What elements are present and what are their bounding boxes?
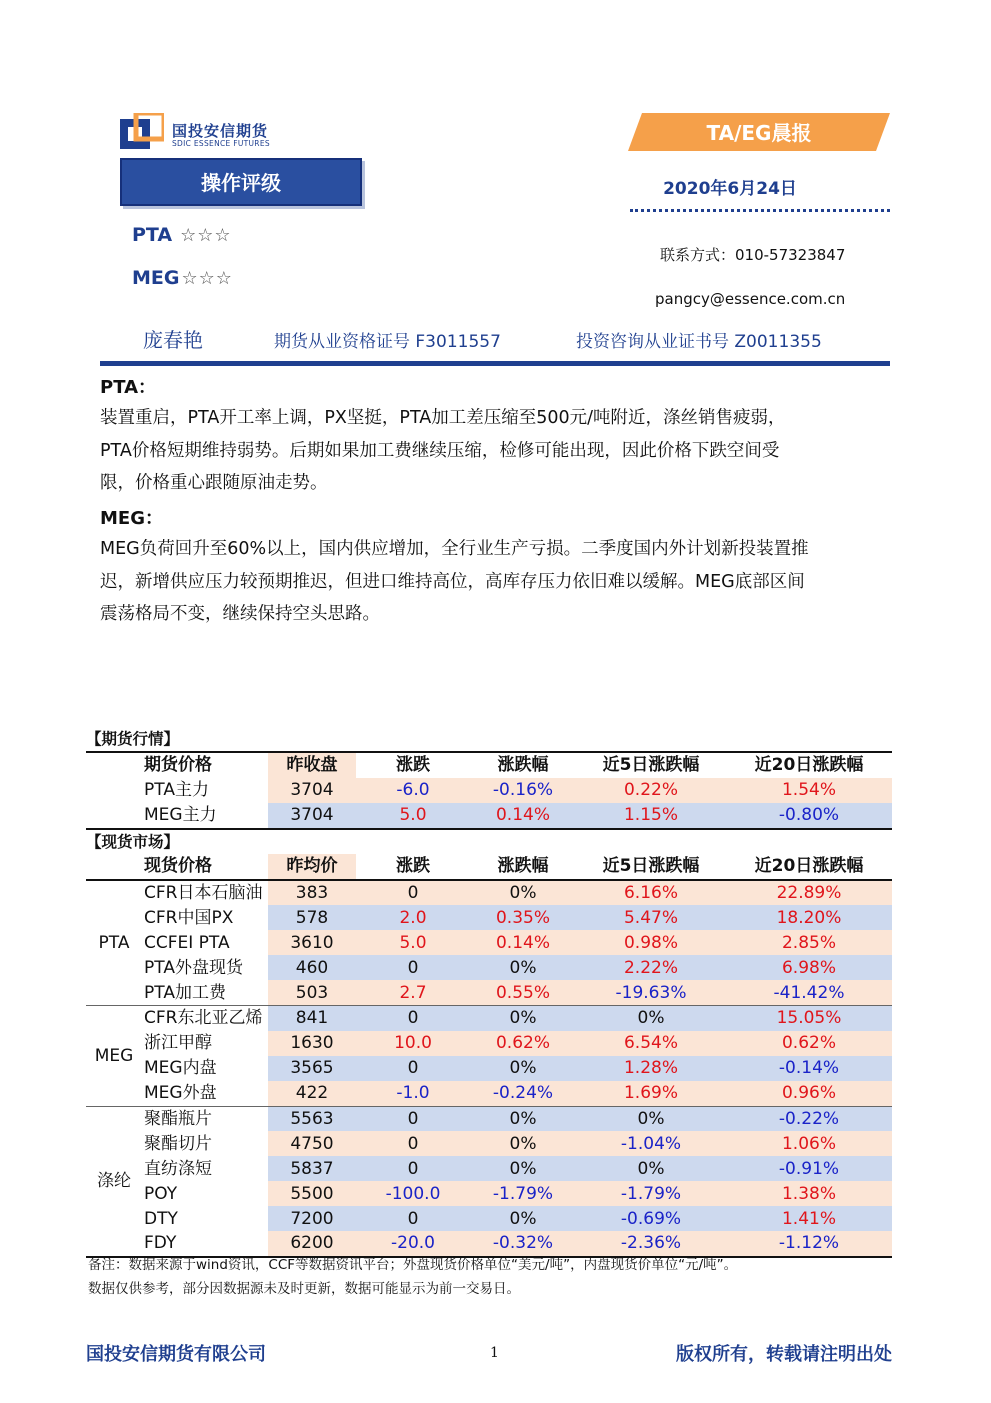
contact-phone: 联系方式：010-57323847 <box>660 246 846 264</box>
row-name: PTA加工费 <box>144 982 226 1003</box>
meg-line: 震荡格局不变，继续保持空头思路。 <box>100 604 380 624</box>
row-price: 460 <box>268 955 356 980</box>
table-row <box>86 880 892 906</box>
row-name: 浙江甲醇 <box>144 1033 212 1054</box>
row-price: 578 <box>268 905 356 930</box>
row-chg: -20.0 <box>356 1231 470 1257</box>
row-d5: 5.47% <box>576 905 726 930</box>
header-v: 昨均价 <box>268 854 356 880</box>
row-price: 4750 <box>268 1131 356 1156</box>
row-category: PTA <box>86 880 142 1006</box>
row-name: CFR东北亚乙烯 <box>142 1006 268 1031</box>
row-d20: 1.54% <box>726 778 892 803</box>
row-d20: -1.12% <box>726 1231 892 1257</box>
row-price: 3704 <box>268 803 356 829</box>
row-d20: 1.38% <box>726 1181 892 1206</box>
header-pct: 涨跌幅 <box>497 856 549 877</box>
meg-line: 迟，新增供应压力较预期推迟，但进口维持高位，高库存压力依旧难以缓解。MEG底部区间 <box>100 571 805 592</box>
row-name: POY <box>144 1183 178 1204</box>
star-icon: ☆☆☆ <box>181 268 233 289</box>
header-d20: 近20日涨跌幅 <box>754 856 864 877</box>
table-row <box>86 778 892 803</box>
spot-table-body <box>86 854 892 1257</box>
table-header-row <box>86 854 892 880</box>
row-name: CCFEI PTA <box>144 932 230 953</box>
table-row <box>86 1156 892 1181</box>
row-d20: 22.89% <box>726 880 892 906</box>
header-divider <box>100 361 890 366</box>
dotted-divider <box>630 209 890 212</box>
header-chg: 涨跌 <box>396 856 430 877</box>
row-name: CFR中国PX <box>144 907 234 928</box>
row-pct: 0.14% <box>470 930 576 955</box>
row-name: FDY <box>142 1231 268 1257</box>
row-d5: -1.04% <box>576 1131 726 1156</box>
row-d5: 6.16% <box>576 880 726 906</box>
table-header-row <box>86 752 892 778</box>
row-price: 3704 <box>268 778 356 803</box>
row-pct: 0.14% <box>470 803 576 829</box>
row-chg: 0 <box>356 955 470 980</box>
row-price: 383 <box>268 880 356 906</box>
table-row <box>86 803 892 829</box>
table-row <box>86 930 892 955</box>
row-category <box>86 778 142 803</box>
row-price: 6200 <box>268 1231 356 1257</box>
row-name: PTA主力 <box>144 780 209 801</box>
row-price: 5563 <box>268 1106 356 1131</box>
pta-commentary <box>100 402 890 500</box>
row-name: CFR日本石脑油 <box>142 880 268 906</box>
row-d5: -19.63% <box>576 980 726 1005</box>
table-row <box>86 1206 892 1231</box>
row-d20: 0.62% <box>726 1031 892 1056</box>
futures-section-label: 【期货行情】 <box>86 730 180 748</box>
page-number: 1 <box>490 1345 499 1361</box>
row-name: MEG主力 <box>142 803 268 829</box>
futures-cert-number: 期货从业资格证号 F3011557 <box>274 332 501 352</box>
table-row <box>86 1056 892 1081</box>
rating-meg <box>132 267 233 289</box>
row-d5: 1.28% <box>576 1056 726 1081</box>
row-d5: 6.54% <box>576 1031 726 1056</box>
row-d5: 2.22% <box>576 955 726 980</box>
row-chg: 0 <box>356 880 470 906</box>
row-category: 涤纶 <box>86 1106 142 1257</box>
row-name: DTY <box>144 1208 178 1229</box>
row-pct: 0% <box>470 1131 576 1156</box>
header-spacer <box>86 752 142 778</box>
star-icon: ☆☆☆ <box>180 225 232 246</box>
market-table <box>86 727 892 1258</box>
row-price: 5500 <box>268 1181 356 1206</box>
header-chg: 涨跌 <box>356 752 470 778</box>
row-price: 3565 <box>268 1056 356 1081</box>
row-name: MEG外盘 <box>144 1083 217 1104</box>
report-date: 2020年6月24日 <box>663 179 797 199</box>
rating-pta-label: PTA <box>132 224 173 246</box>
row-chg: 5.0 <box>356 803 470 829</box>
row-chg: 5.0 <box>356 930 470 955</box>
note-line: 备注：数据来源于wind资讯，CCF等数据资讯平台；外盘现货价格单位“美元/吨”，内盘现货价单位“元/吨”。 <box>88 1257 738 1273</box>
table-row <box>86 955 892 980</box>
table-row <box>86 1081 892 1106</box>
meg-heading: MEG： <box>100 508 163 529</box>
row-chg: 10.0 <box>356 1031 470 1056</box>
row-d20: 1.06% <box>726 1131 892 1156</box>
company-name-cn: 国投安信期货 <box>172 122 269 140</box>
advisory-cert-number: 投资咨询从业证书号 Z0011355 <box>576 332 822 352</box>
row-name: MEG内盘 <box>144 1058 217 1079</box>
report-title-banner <box>628 113 890 151</box>
row-pct: 0.55% <box>470 980 576 1005</box>
row-d20: 0.96% <box>726 1081 892 1106</box>
pta-line: PTA价格短期维持弱势。后期如果加工费继续压缩，检修可能出现，因此价格下跌空间受 <box>100 440 780 461</box>
report-title: TA/EG晨报 <box>706 121 812 145</box>
table-notes <box>88 1253 737 1301</box>
header-spacer <box>86 854 142 880</box>
row-d5: 0% <box>576 1156 726 1181</box>
row-name: 聚酯切片 <box>144 1133 212 1154</box>
row-d5: 0% <box>576 1106 726 1131</box>
row-chg: 0 <box>356 1156 470 1181</box>
row-pct: -0.32% <box>470 1231 576 1257</box>
row-price: 503 <box>268 980 356 1005</box>
row-pct: -0.24% <box>470 1081 576 1106</box>
row-name: 聚酯瓶片 <box>142 1106 268 1131</box>
row-d20: 15.05% <box>726 1006 892 1031</box>
row-chg: 2.0 <box>356 905 470 930</box>
row-chg: 0 <box>356 1206 470 1231</box>
meg-commentary <box>100 533 890 631</box>
row-name: 直纺涤短 <box>144 1158 212 1179</box>
row-chg: -1.0 <box>356 1081 470 1106</box>
row-pct: 0.62% <box>470 1031 576 1056</box>
row-d20: 1.41% <box>726 1206 892 1231</box>
row-pct: -0.16% <box>470 778 576 803</box>
row-d20: -0.80% <box>726 803 892 829</box>
row-pct: 0% <box>470 1056 576 1081</box>
row-pct: 0% <box>470 1156 576 1181</box>
note-line: 数据仅供参考，部分因数据源未及时更新，数据可能显示为前一交易日。 <box>88 1281 520 1297</box>
row-d5: -0.69% <box>576 1206 726 1231</box>
row-price: 1630 <box>268 1031 356 1056</box>
company-name-en: SDIC ESSENCE FUTURES <box>172 139 270 148</box>
table-row <box>86 1106 892 1131</box>
table-row <box>86 980 892 1005</box>
row-pct: 0% <box>470 1006 576 1031</box>
row-chg: 2.7 <box>356 980 470 1005</box>
row-chg: 0 <box>356 1131 470 1156</box>
row-name: PTA外盘现货 <box>144 957 243 978</box>
rating-meg-label: MEG <box>132 267 180 289</box>
row-d20: -0.22% <box>726 1106 892 1131</box>
table-row <box>86 1181 892 1206</box>
header-name: 现货价格 <box>144 856 212 877</box>
row-d5: -1.79% <box>576 1181 726 1206</box>
row-d20: 2.85% <box>726 930 892 955</box>
row-pct: 0% <box>470 1206 576 1231</box>
row-price: 3610 <box>268 930 356 955</box>
row-price: 5837 <box>268 1156 356 1181</box>
footer-copyright: 版权所有，转载请注明出处 <box>676 1344 892 1365</box>
pta-heading: PTA： <box>100 377 157 398</box>
row-d5: -2.36% <box>576 1231 726 1257</box>
header-name: 期货价格 <box>142 752 268 778</box>
meg-line: MEG负荷回升至60%以上，国内供应增加，全行业生产亏损。二季度国内外计划新投装置推 <box>100 539 809 559</box>
row-pct: 0% <box>470 955 576 980</box>
footer-company: 国投安信期货有限公司 <box>86 1344 266 1365</box>
row-d20: -0.14% <box>726 1056 892 1081</box>
row-pct: -1.79% <box>470 1181 576 1206</box>
row-pct: 0.35% <box>470 905 576 930</box>
table-row <box>86 1131 892 1156</box>
row-chg: 0 <box>356 1106 470 1131</box>
row-d5: 1.15% <box>576 803 726 829</box>
row-price: 422 <box>268 1081 356 1106</box>
row-d5: 0.98% <box>576 930 726 955</box>
row-chg: 0 <box>356 1006 470 1031</box>
row-chg: 0 <box>356 1056 470 1081</box>
header-d5: 近5日涨跌幅 <box>602 856 700 877</box>
header-pct: 涨跌幅 <box>470 752 576 778</box>
row-d5: 0% <box>576 1006 726 1031</box>
row-d5: 0.22% <box>576 778 726 803</box>
row-d20: -41.42% <box>726 980 892 1005</box>
table-row <box>86 905 892 930</box>
header-d20: 近20日涨跌幅 <box>726 752 892 778</box>
row-price: 841 <box>268 1006 356 1031</box>
rating-pta <box>132 224 232 246</box>
spot-section-label: 【现货市场】 <box>86 832 180 851</box>
row-d20: 18.20% <box>726 905 892 930</box>
header-v: 昨收盘 <box>268 752 356 778</box>
row-pct: 0% <box>470 880 576 906</box>
pta-line: 装置重启，PTA开工率上调，PX坚挺，PTA加工差压缩至500元/吨附近，涤丝销售疲弱， <box>100 408 786 428</box>
row-price: 7200 <box>268 1206 356 1231</box>
analyst-name: 庞春艳 <box>143 328 203 352</box>
row-chg: -6.0 <box>356 778 470 803</box>
row-category <box>86 803 142 829</box>
row-chg: -100.0 <box>356 1181 470 1206</box>
contact-email[interactable]: pangcy@essence.com.cn <box>655 290 846 308</box>
table-row <box>86 1006 892 1031</box>
row-d20: -0.91% <box>726 1156 892 1181</box>
table-row <box>86 1031 892 1056</box>
row-category: MEG <box>86 1006 142 1107</box>
futures-table-body <box>86 752 892 829</box>
rating-title-box: 操作评级 <box>120 158 362 206</box>
pta-line: 限，价格重心跟随原油走势。 <box>100 473 328 493</box>
header-d5: 近5日涨跌幅 <box>576 752 726 778</box>
row-d20: 6.98% <box>726 955 892 980</box>
row-d5: 1.69% <box>576 1081 726 1106</box>
company-logo-icon <box>120 113 164 149</box>
row-pct: 0% <box>470 1106 576 1131</box>
